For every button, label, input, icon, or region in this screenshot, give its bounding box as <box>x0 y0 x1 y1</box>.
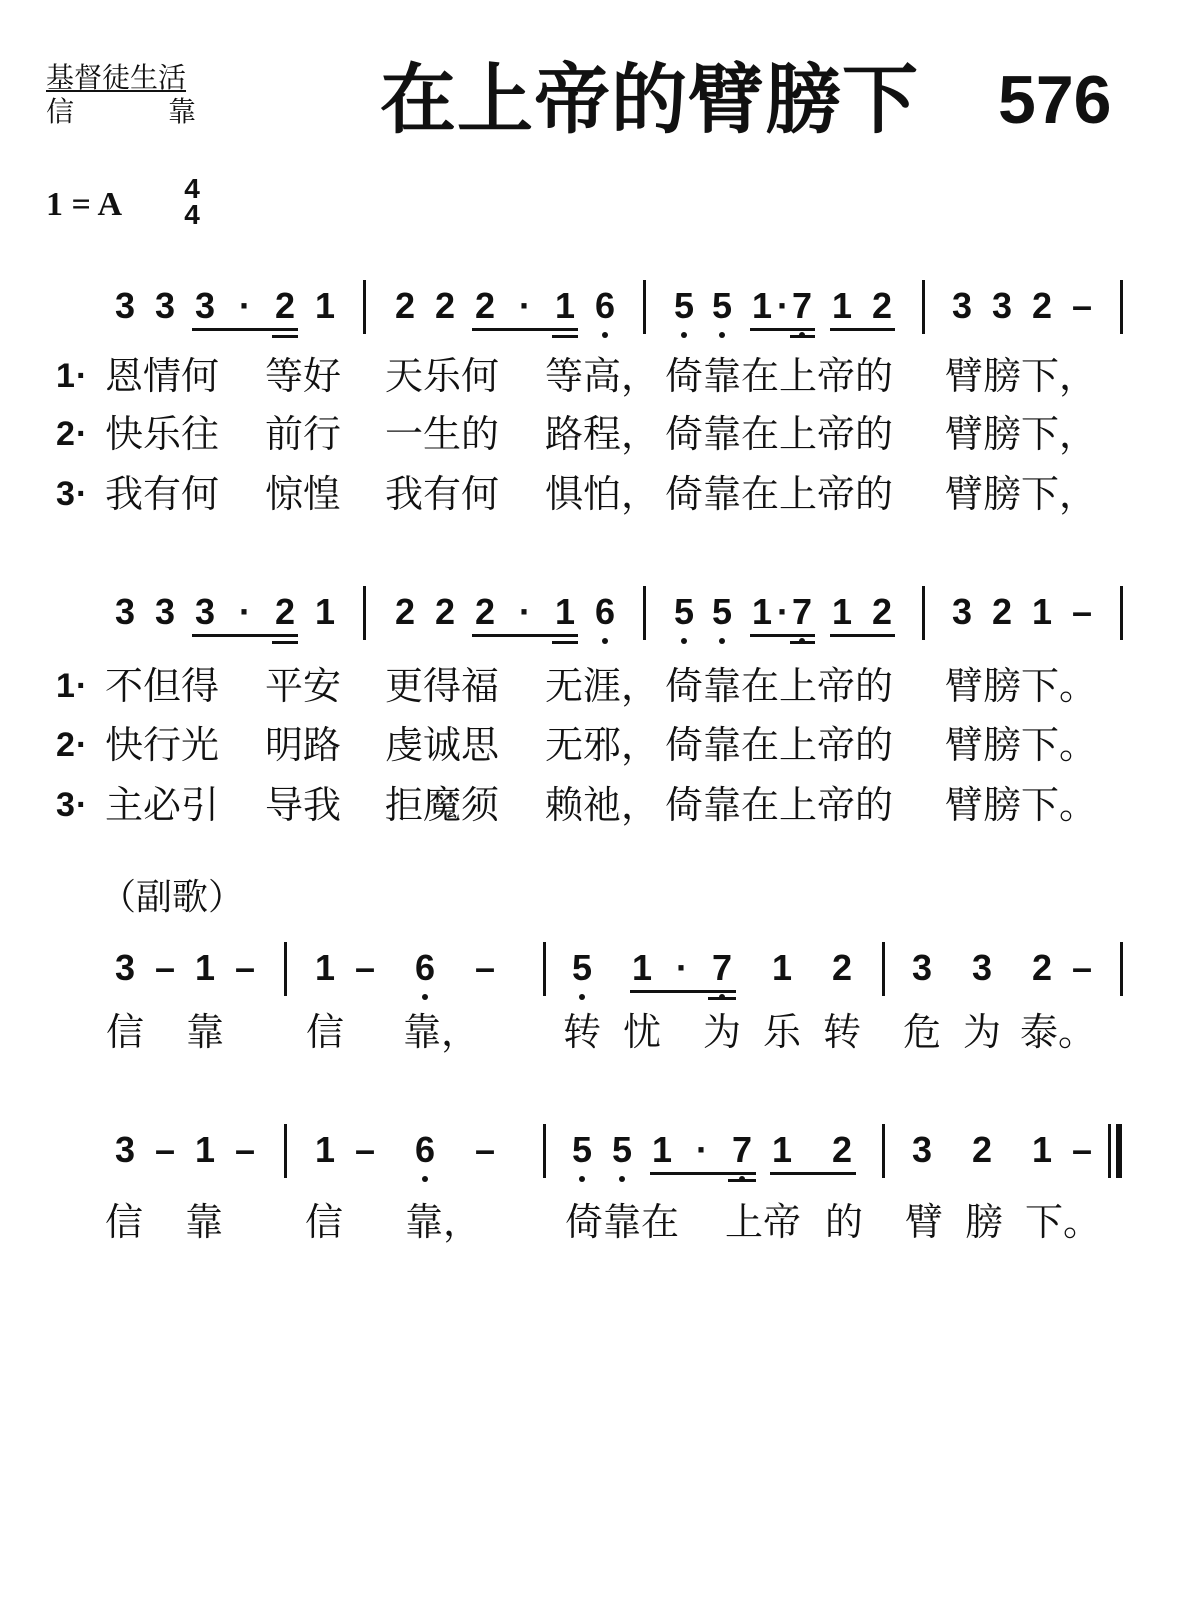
low-octave-dot <box>422 1176 428 1182</box>
dot-separator: · <box>676 947 688 988</box>
jianpu-note: 1 <box>771 947 793 988</box>
jianpu-note: 2 <box>991 591 1013 632</box>
jianpu-dash: – <box>154 1129 176 1170</box>
beam-line <box>790 634 815 637</box>
jianpu-note: 2 <box>394 285 416 326</box>
jianpu-note: 2 <box>831 1129 853 1170</box>
verse-number: 2 <box>56 726 75 764</box>
jianpu-note: 1 <box>554 285 576 326</box>
jianpu-note: 5 <box>673 591 695 632</box>
jianpu-note: 7 <box>791 285 813 326</box>
jianpu-note: 1 <box>194 947 216 988</box>
bar-line <box>1108 1124 1111 1178</box>
jianpu-note: 1 <box>831 285 853 326</box>
time-signature-top: 4 <box>184 173 200 204</box>
jianpu-note: 2 <box>434 285 456 326</box>
jianpu-note: 2 <box>274 591 296 632</box>
subcategory-char-1: 信 <box>46 95 75 128</box>
jianpu-note: 5 <box>711 285 733 326</box>
lyric-word: 信 <box>305 1200 344 1244</box>
verse-number-dot: · <box>76 415 88 453</box>
low-octave-dot <box>681 638 687 644</box>
bar-line <box>284 942 287 996</box>
lyric-char: 转 <box>562 1010 601 1054</box>
lyric-phrase: 路程， <box>545 412 660 456</box>
beam-line <box>552 641 578 644</box>
lyric-word: 靠 <box>185 1200 224 1244</box>
jianpu-note: 2 <box>394 591 416 632</box>
lyric-char: 靠 <box>185 1010 224 1054</box>
jianpu-note: 2 <box>1031 285 1053 326</box>
jianpu-note: 3 <box>971 947 993 988</box>
dot-separator: · <box>696 1129 708 1170</box>
jianpu-note: 1 <box>554 591 576 632</box>
jianpu-note: 5 <box>711 591 733 632</box>
jianpu-note: 5 <box>571 1129 593 1170</box>
bar-line <box>284 1124 287 1178</box>
lyric-char: 乐 <box>762 1010 801 1054</box>
dot-separator: · <box>519 591 531 632</box>
jianpu-note: 3 <box>154 591 176 632</box>
jianpu-note: 6 <box>414 1129 436 1170</box>
lyric-char: 转 <box>822 1010 861 1054</box>
beam-line <box>830 328 895 331</box>
lyric-phrase: 倚靠在上帝的 <box>665 723 894 767</box>
beam-line <box>708 997 736 1000</box>
beam-line <box>552 328 578 331</box>
jianpu-note: 3 <box>911 1129 933 1170</box>
lyric-char: 信 <box>305 1010 344 1054</box>
lyric-char: 信 <box>105 1010 144 1054</box>
lyric-phrase: 快乐往 <box>105 412 220 456</box>
beam-line <box>272 641 298 644</box>
jianpu-dash: – <box>354 947 376 988</box>
lyric-phrase: 更得福 <box>385 664 500 708</box>
jianpu-note: 1 <box>1031 1129 1053 1170</box>
lyric-phrase: 主必引 <box>105 783 220 827</box>
lyric-char: 靠， <box>403 1010 480 1054</box>
chorus-label: （副歌） <box>100 877 245 918</box>
verse-number: 1 <box>56 357 75 395</box>
bar-line <box>363 280 366 334</box>
jianpu-note: 3 <box>154 285 176 326</box>
lyric-phrase: 恩情何 <box>105 354 220 398</box>
bar-line <box>543 1124 546 1178</box>
hymn-title: 在上帝的臂膀下 <box>380 55 919 144</box>
jianpu-note: 2 <box>971 1129 993 1170</box>
jianpu-dash: – <box>354 1129 376 1170</box>
jianpu-note: 3 <box>991 285 1013 326</box>
verse-number-dot: · <box>76 726 88 764</box>
lyric-phrase: 赖祂， <box>545 783 660 827</box>
verse-number-dot: · <box>76 667 88 705</box>
jianpu-note: 7 <box>711 947 733 988</box>
beam-line <box>552 335 578 338</box>
lyric-phrase: 倚靠在上帝的 <box>665 783 894 827</box>
beam-line <box>728 1179 756 1182</box>
jianpu-dash: – <box>474 1129 496 1170</box>
lyric-phrase: 我有何 <box>105 472 220 516</box>
lyric-word: 上帝 <box>725 1200 802 1244</box>
lyric-char: 忧 <box>622 1010 661 1054</box>
lyric-phrase: 我有何 <box>385 472 500 516</box>
jianpu-note: 5 <box>673 285 695 326</box>
beam-line <box>272 335 298 338</box>
low-octave-dot <box>579 1176 585 1182</box>
jianpu-note: 2 <box>871 285 893 326</box>
jianpu-note: 7 <box>731 1129 753 1170</box>
jianpu-note: 1 <box>651 1129 673 1170</box>
verse-number-dot: · <box>76 786 88 824</box>
jianpu-note: 2 <box>1031 947 1053 988</box>
jianpu-note: 2 <box>274 285 296 326</box>
lyric-phrase: 倚靠在上帝的 <box>665 354 894 398</box>
hymn-category: 基督徒生活 <box>46 61 187 94</box>
jianpu-note: 2 <box>474 591 496 632</box>
verse-number: 2 <box>56 415 75 453</box>
jianpu-note: 3 <box>194 591 216 632</box>
lyric-phrase: 虔诚思 <box>385 723 500 767</box>
dot-separator: · <box>777 285 789 326</box>
lyric-char: 为 <box>962 1010 1001 1054</box>
low-octave-dot <box>422 994 428 1000</box>
jianpu-note: 3 <box>951 285 973 326</box>
lyric-word: 的 <box>825 1200 864 1244</box>
lyric-phrase: 前行 <box>265 412 342 456</box>
jianpu-dash: – <box>234 947 256 988</box>
jianpu-dash: – <box>1071 947 1093 988</box>
jianpu-dash: – <box>234 1129 256 1170</box>
jianpu-note: 1 <box>194 1129 216 1170</box>
lyric-char: 泰。 <box>1020 1010 1097 1054</box>
low-octave-dot <box>719 638 725 644</box>
jianpu-note: 5 <box>571 947 593 988</box>
lyric-phrase: 倚靠在上帝的 <box>665 412 894 456</box>
bar-line <box>363 586 366 640</box>
beam-line <box>770 1172 856 1175</box>
low-octave-dot <box>719 332 725 338</box>
lyric-phrase: 臂膀下。 <box>945 664 1098 708</box>
bar-line <box>643 280 646 334</box>
jianpu-note: 1 <box>314 591 336 632</box>
jianpu-note: 6 <box>414 947 436 988</box>
lyric-phrase: 臂膀下， <box>945 472 1098 516</box>
jianpu-note: 3 <box>951 591 973 632</box>
beam-line <box>790 328 815 331</box>
bar-line <box>882 1124 885 1178</box>
dot-separator: · <box>777 591 789 632</box>
lyric-phrase: 臂膀下。 <box>945 723 1098 767</box>
jianpu-note: 1 <box>751 285 773 326</box>
lyric-char: 为 <box>702 1010 741 1054</box>
bar-line <box>922 586 925 640</box>
lyric-phrase: 一生的 <box>385 412 500 456</box>
jianpu-note: 1 <box>314 285 336 326</box>
lyric-phrase: 无邪， <box>545 723 660 767</box>
jianpu-note: 3 <box>194 285 216 326</box>
bar-line <box>922 280 925 334</box>
low-octave-dot <box>602 638 608 644</box>
low-octave-dot <box>681 332 687 338</box>
jianpu-note: 3 <box>114 1129 136 1170</box>
jianpu-note: 1 <box>1031 591 1053 632</box>
jianpu-note: 1 <box>831 591 853 632</box>
jianpu-note: 3 <box>114 947 136 988</box>
hymn-subcategory <box>46 95 196 128</box>
jianpu-note: 7 <box>791 591 813 632</box>
lyric-phrase: 快行光 <box>105 723 220 767</box>
jianpu-note: 1 <box>631 947 653 988</box>
lyric-phrase: 拒魔须 <box>385 783 500 827</box>
jianpu-note: 1 <box>314 947 336 988</box>
lyric-word: 靠， <box>405 1200 482 1244</box>
beam-line <box>272 634 298 637</box>
bar-line <box>882 942 885 996</box>
jianpu-dash: – <box>1071 591 1093 632</box>
lyric-char: 危 <box>902 1010 941 1054</box>
lyric-phrase: 等好 <box>265 354 342 398</box>
beam-line <box>552 634 578 637</box>
jianpu-note: 2 <box>434 591 456 632</box>
bar-line <box>543 942 546 996</box>
lyric-phrase: 倚靠在上帝的 <box>665 472 894 516</box>
lyric-phrase: 明路 <box>265 723 342 767</box>
lyric-phrase: 等高， <box>545 354 660 398</box>
jianpu-note: 2 <box>474 285 496 326</box>
lyric-word: 信 <box>105 1200 144 1244</box>
low-octave-dot <box>602 332 608 338</box>
jianpu-dash: – <box>474 947 496 988</box>
verse-number-dot: · <box>76 475 88 513</box>
final-bar-line <box>1116 1124 1122 1178</box>
key-signature: 1 = A <box>46 186 123 223</box>
lyric-phrase: 不但得 <box>105 664 220 708</box>
jianpu-dash: – <box>1071 285 1093 326</box>
verse-number: 1 <box>56 667 75 705</box>
time-signature-bottom: 4 <box>184 199 200 230</box>
jianpu-note: 5 <box>611 1129 633 1170</box>
beam-line <box>272 328 298 331</box>
verse-number: 3 <box>56 786 75 824</box>
lyric-phrase: 臂膀下， <box>945 354 1098 398</box>
low-octave-dot <box>619 1176 625 1182</box>
low-octave-dot <box>579 994 585 1000</box>
jianpu-dash: – <box>1071 1129 1093 1170</box>
jianpu-dash: – <box>154 947 176 988</box>
dot-separator: · <box>239 591 251 632</box>
beam-line <box>790 641 815 644</box>
jianpu-note: 6 <box>594 285 616 326</box>
beam-line <box>728 1172 756 1175</box>
lyric-phrase: 平安 <box>265 664 342 708</box>
subcategory-char-2: 靠 <box>167 95 196 128</box>
beam-line <box>790 335 815 338</box>
time-signature <box>180 173 204 230</box>
beam-line <box>708 990 736 993</box>
bar-line <box>1120 942 1123 996</box>
lyric-word: 下。 <box>1025 1200 1102 1244</box>
lyric-phrase: 倚靠在上帝的 <box>665 664 894 708</box>
lyric-phrase: 惧怕， <box>545 472 660 516</box>
jianpu-note: 1 <box>771 1129 793 1170</box>
lyric-word: 臂 <box>905 1200 944 1244</box>
jianpu-note: 1 <box>314 1129 336 1170</box>
beam-line <box>830 634 895 637</box>
jianpu-note: 3 <box>114 285 136 326</box>
dot-separator: · <box>239 285 251 326</box>
lyric-phrase: 导我 <box>265 783 342 827</box>
lyric-phrase: 臂膀下， <box>945 412 1098 456</box>
lyric-phrase: 无涯， <box>545 664 660 708</box>
hymn-number: 576 <box>998 62 1112 138</box>
jianpu-note: 6 <box>594 591 616 632</box>
lyric-phrase: 臂膀下。 <box>945 783 1098 827</box>
lyric-phrase: 惊惶 <box>265 472 342 516</box>
jianpu-note: 3 <box>911 947 933 988</box>
bar-line <box>643 586 646 640</box>
bar-line <box>1120 280 1123 334</box>
jianpu-note: 2 <box>871 591 893 632</box>
lyric-phrase: 天乐何 <box>385 354 500 398</box>
dot-separator: · <box>519 285 531 326</box>
jianpu-note: 2 <box>831 947 853 988</box>
bar-line <box>1120 586 1123 640</box>
lyric-word: 膀 <box>965 1200 1004 1244</box>
verse-number-dot: · <box>76 357 88 395</box>
jianpu-note: 1 <box>751 591 773 632</box>
lyric-word: 倚靠在 <box>565 1200 680 1244</box>
verse-number: 3 <box>56 475 75 513</box>
jianpu-note: 3 <box>114 591 136 632</box>
